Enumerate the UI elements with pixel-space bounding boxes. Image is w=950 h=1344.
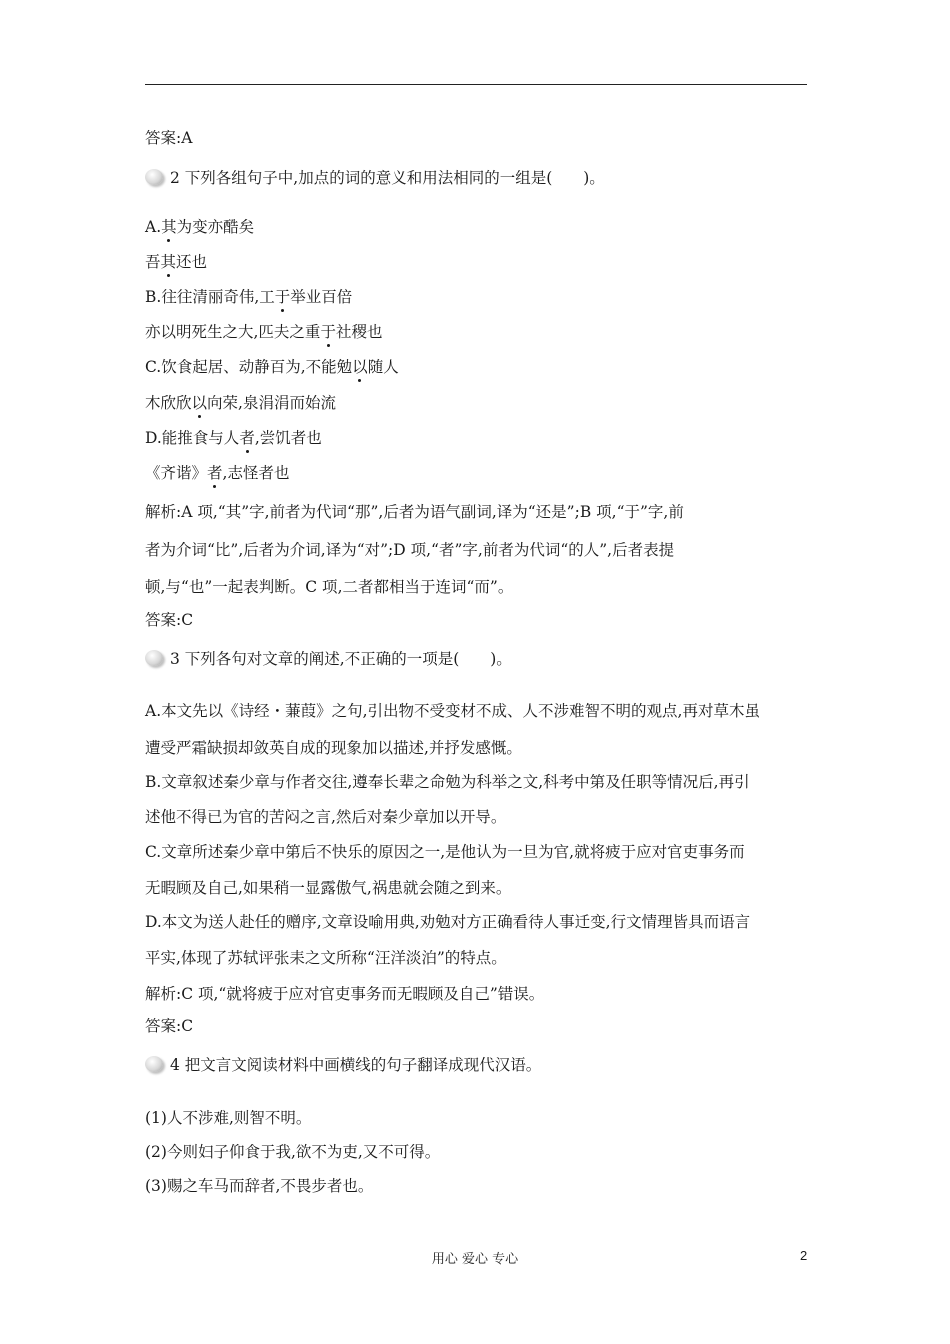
option-d-line-2: 《齐谐》者,志怪者也: [145, 464, 290, 482]
analysis-q2-line-1: 解析:A 项,“其”字,前者为代词“那”,后者为语气副词,译为“还是”;B 项,“于”字,前: [145, 503, 684, 521]
analysis-q2-line-2: 者为介词“比”,后者为介词,译为“对”;D 项,“者”字,前者为代词“的人”,后者表提: [145, 541, 675, 559]
option-b-line-1: B.往往清丽奇伟,工于举业百倍: [145, 288, 353, 306]
question-3: [145, 649, 512, 669]
analysis-q3: 解析:C 项,“就将疲于应对官吏事务而无暇顾及自己”错误。: [145, 985, 545, 1003]
option-d-line-1: D.能推食与人者,尝饥者也: [145, 429, 322, 447]
option-a-line-2: 吾其还也: [145, 253, 208, 271]
option-a-line-1: A.本文先以《诗经・蒹葭》之句,引出物不受变材不成、人不涉难智不明的观点,再对草木虽: [145, 702, 760, 720]
translation-item-1: (1)人不涉难,则智不明。: [145, 1109, 312, 1127]
answer-q2: 答案:C: [145, 611, 194, 629]
translation-item-3: (3)赐之车马而辞者,不畏步者也。: [145, 1177, 374, 1195]
question-3-stem: 3 下列各句对文章的阐述,不正确的一项是( )。: [170, 650, 512, 668]
page-number: 2: [800, 1248, 808, 1263]
translation-item-2: (2)今则妇子仰食于我,欲不为吏,又不可得。: [145, 1143, 441, 1161]
emphasis-dot-word: 者: [207, 464, 223, 482]
option-d-line-2: 平实,体现了苏轼评张耒之文所称“汪洋淡泊”的特点。: [145, 949, 507, 967]
emphasis-dot-word: 其: [160, 253, 177, 271]
emphasis-dot-word: 者: [239, 429, 255, 447]
footer-text: 用心 爱心 专心: [431, 1252, 519, 1267]
option-b-line-1: B.文章叙述秦少章与作者交往,遵奉长辈之命勉为科举之文,科考中第及任职等情况后,再引: [145, 773, 750, 791]
emphasis-dot-word: 以: [191, 394, 208, 412]
question-2: [145, 168, 605, 188]
question-bullet-icon: [145, 169, 167, 185]
question-bullet-icon: [145, 650, 167, 666]
question-2-stem: 2 下列各组句子中,加点的词的意义和用法相同的一组是( )。: [170, 169, 605, 187]
question-4-stem: 4 把文言文阅读材料中画横线的句子翻译成现代汉语。: [170, 1056, 542, 1074]
option-d-line-1: D.本文为送人赴任的赠序,文章设喻用典,劝勉对方正确看待人事迁变,行文情理皆具而语言: [145, 913, 751, 931]
emphasis-dot-word: 于: [274, 288, 291, 306]
question-4: [145, 1055, 541, 1075]
option-c-line-2: 木欣欣以向荣,泉涓涓而始流: [145, 394, 336, 412]
header-rule: [145, 84, 807, 85]
option-a-line-1: A.其为变亦酷矣: [145, 218, 255, 236]
emphasis-dot-word: 于: [320, 323, 336, 341]
answer-q3: 答案:C: [145, 1017, 194, 1035]
option-c-line-1: C.饮食起居、动静百为,不能勉以随人: [145, 358, 399, 376]
emphasis-dot-word: 以: [352, 358, 368, 376]
answer-q1: 答案:A: [145, 129, 193, 147]
option-c-line-2: 无暇顾及自己,如果稍一显露傲气,祸患就会随之到来。: [145, 879, 512, 897]
option-b-line-2: 述他不得已为官的苦闷之言,然后对秦少章加以开导。: [145, 808, 507, 826]
question-bullet-icon: [145, 1056, 167, 1072]
option-c-line-1: C.文章所述秦少章中第后不快乐的原因之一,是他认为一旦为官,就将疲于应对官吏事务而: [145, 843, 745, 861]
option-a-line-2: 遭受严霜缺损却敛英自成的现象加以描述,并抒发感慨。: [145, 739, 522, 757]
analysis-q2-line-3: 顿,与“也”一起表判断。C 项,二者都相当于连词“而”。: [145, 578, 514, 596]
option-b-line-2: 亦以明死生之大,匹夫之重于社稷也: [145, 323, 383, 341]
emphasis-dot-word: 其: [161, 218, 177, 236]
